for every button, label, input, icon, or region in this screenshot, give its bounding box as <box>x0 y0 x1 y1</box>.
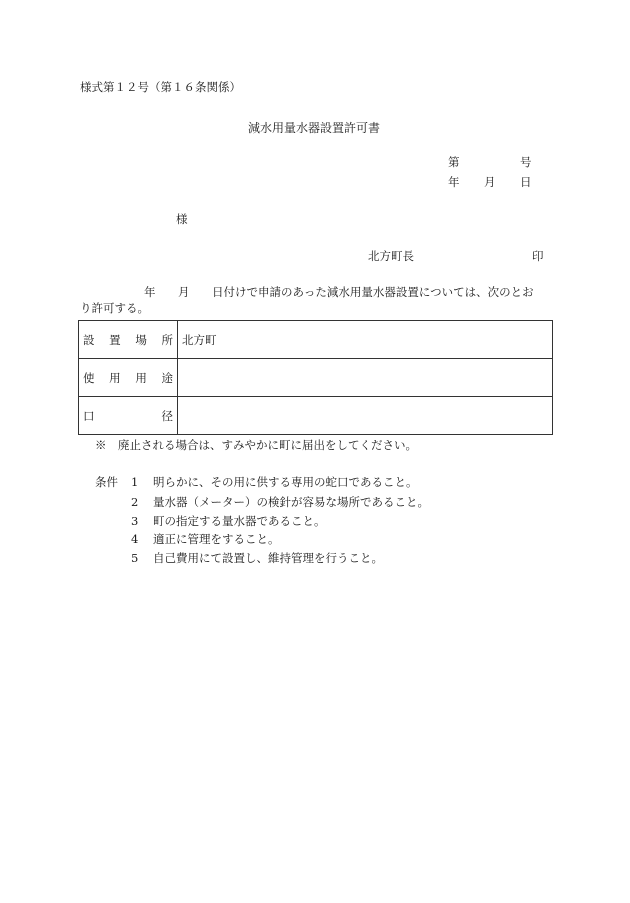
condition-item <box>95 515 326 529</box>
abolition-note: ※ 廃止される場合は、すみやかに町に届出をしてください。 <box>95 438 417 452</box>
document-title: 減水用量水器設置許可書 <box>248 121 381 135</box>
diameter-label <box>79 397 178 435</box>
condition-item <box>95 496 429 510</box>
date-day: 日 <box>520 175 532 189</box>
label-char: 置 <box>109 332 121 347</box>
label-char: 口 <box>83 408 95 423</box>
table-row <box>79 321 553 359</box>
label-char: 用 <box>109 370 121 385</box>
issuer-name: 北方町長 <box>368 249 414 263</box>
label-char: 使 <box>83 370 95 385</box>
body-line-2: り許可する。 <box>80 301 149 315</box>
permit-details-table <box>78 320 553 435</box>
label-char: 設 <box>83 332 95 347</box>
location-label <box>79 321 178 359</box>
table-row <box>79 359 553 397</box>
usage-label <box>79 359 178 397</box>
condition-item <box>95 552 383 566</box>
number-dai: 第 <box>448 155 460 169</box>
condition-text: 適正に管理をすること。 <box>153 532 280 546</box>
label-char: 所 <box>161 332 173 347</box>
location-value: 北方町 <box>178 321 553 359</box>
condition-number: 3 <box>131 514 139 528</box>
condition-text: 量水器（メーター）の検針が容易な場所であること。 <box>153 495 429 509</box>
condition-item <box>95 476 418 490</box>
condition-text: 町の指定する量水器であること。 <box>153 514 326 528</box>
diameter-value <box>178 397 553 435</box>
label-char: 場 <box>135 332 147 347</box>
label-char: 用 <box>135 370 147 385</box>
date-year: 年 <box>448 175 460 189</box>
number-go: 号 <box>520 155 532 169</box>
body-year: 年 <box>144 285 156 299</box>
condition-number: 2 <box>131 495 139 509</box>
body-line-1: 日付けで申請のあった減水用量水器設置については、次のとお <box>212 285 534 299</box>
addressee-suffix: 様 <box>176 212 188 226</box>
conditions-heading: 条件 <box>95 475 118 489</box>
table-row <box>79 397 553 435</box>
usage-value <box>178 359 553 397</box>
condition-item <box>95 533 280 547</box>
condition-number: 1 <box>131 475 139 489</box>
condition-number: 5 <box>131 551 139 565</box>
label-char: 径 <box>161 408 173 423</box>
label-char: 途 <box>161 370 173 385</box>
condition-text: 明らかに、その用に供する専用の蛇口であること。 <box>153 475 418 489</box>
body-month: 月 <box>178 285 190 299</box>
seal-mark: 印 <box>532 249 544 263</box>
condition-text: 自己費用にて設置し、維持管理を行うこと。 <box>153 551 383 565</box>
date-month: 月 <box>484 175 496 189</box>
form-number: 様式第１２号（第１６条関係） <box>80 80 241 94</box>
condition-number: 4 <box>131 532 139 546</box>
